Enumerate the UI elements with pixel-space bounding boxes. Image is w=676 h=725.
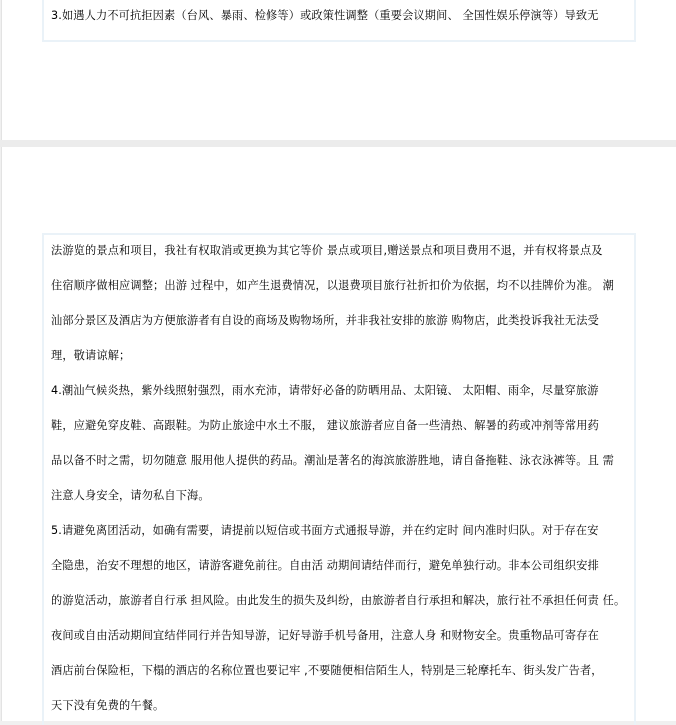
text-line: 5.请避免离团活动，如确有需要，请提前以短信或书面方式通报导游，并在约定时 间内准时归队。对于存在安 [51,524,599,537]
text-line: 3.如遇人力不可抗拒因素（台风、暴雨、检修等）或政策性调整（重要会议期间、 全国性娱乐停演等）导致无 [51,9,599,22]
text-line: 汕部分景区及酒店为方便旅游者有自设的商场及购物场所，并非我社安排的旅游 购物店，此类投诉我社无法受 [51,314,599,327]
text-line: 理，敬请谅解； [51,349,131,362]
text-line: 酒店前台保险柜，下榻的酒店的名称位置也要记牢 ,不要随便相信陌生人，特别是三轮摩托车、街头发广告者， [51,664,603,677]
document-page-bottom [1,147,676,721]
text-line: 注意人身安全，请勿私自下海。 [51,489,210,502]
text-line: 全隐患，治安不理想的地区，请游客避免前往。自由活 动期间请结伴而行，避免单独行动。非本公司组织安排 [51,559,599,572]
text-block-bottom [42,233,636,725]
text-line: 夜间或自由活动期间宜结伴同行并告知导游，记好导游手机号备用，注意人身 和财物安全。贵重物品可寄存在 [51,629,599,642]
text-line: 的游览活动，旅游者自行承 担风险。由此发生的损失及纠纷，由旅游者自行承担和解决，旅行社不承担任何责 任。 [51,594,626,607]
page-separator [0,140,676,147]
text-line: 鞋，应避免穿皮鞋、高跟鞋。为防止旅途中水土不服， 建议旅游者应自备一些清热、解暑的药或冲剂等常用药 [51,419,599,432]
text-line: 天下没有免费的午餐。 [51,699,165,712]
text-line: 住宿顺序做相应调整；出游 过程中，如产生退费情况，以退费项目旅行社折扣价为依据，均不以挂牌价为准。 潮 [51,279,614,292]
text-line: 法游览的景点和项目，我社有权取消或更换为其它等价 景点或项目,赠送景点和项目费用不退，并有权将景点及 [51,244,603,257]
text-line: 品以备不时之需，切勿随意 服用他人提供的药品。潮汕是著名的海滨旅游胜地，请自备拖鞋、泳衣泳裤等。且 需 [51,454,614,467]
text-block-top [42,0,636,42]
document-page-top [1,0,676,140]
text-line: 4.潮汕气候炎热，紫外线照射强烈，雨水充沛，请带好必备的防晒用品、太阳镜、 太阳帽、雨伞，尽量穿旅游 [51,384,599,397]
